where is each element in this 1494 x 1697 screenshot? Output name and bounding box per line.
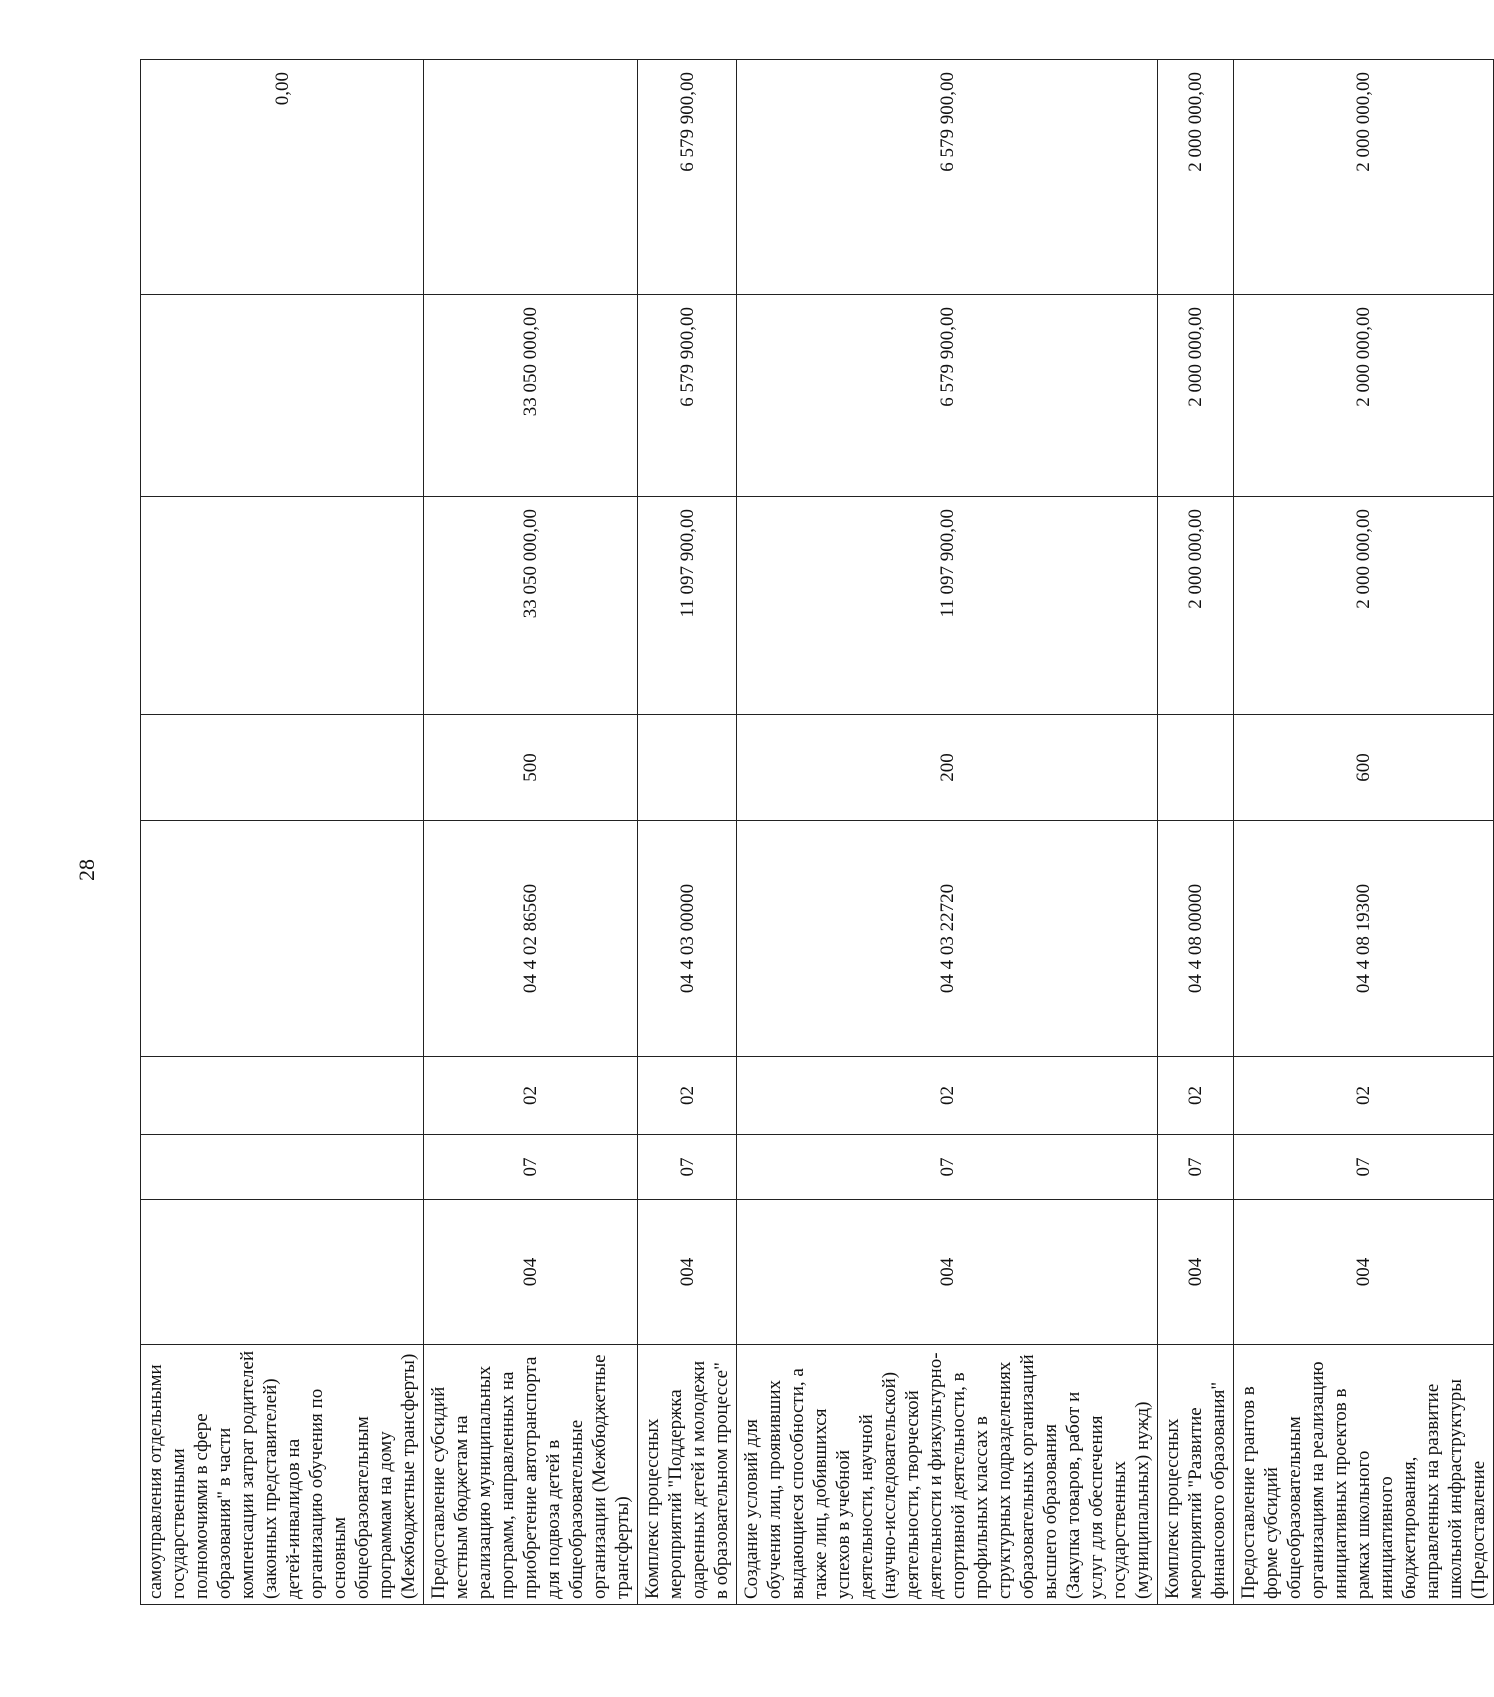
- row-description: Комплекс процессных мероприятий "Поддержка одаренных детей и молодежи в образовательном процессе": [638, 1345, 737, 1605]
- target-article: 04 4 02 86560: [424, 821, 638, 1057]
- target-article: 04 4 03 00000: [638, 821, 737, 1057]
- table-row: [141, 60, 424, 1605]
- amount-3: 0,00: [141, 60, 424, 295]
- amount-2: 33 050 000,00: [424, 295, 638, 497]
- amount-3: 6 579 900,00: [737, 60, 1158, 295]
- amount-1: 11 097 900,00: [737, 497, 1158, 715]
- section-code: 07: [737, 1135, 1158, 1200]
- amount-1: 33 050 000,00: [424, 497, 638, 715]
- amount-2: 2 000 000,00: [1234, 295, 1494, 497]
- amount-3: [424, 60, 638, 295]
- row-description: Комплекс процессных мероприятий "Развитие финансового образования": [1158, 1345, 1234, 1605]
- subsection-code: 02: [424, 1057, 638, 1135]
- target-article: 04 4 03 22720: [737, 821, 1158, 1057]
- ministry-code: 004: [424, 1200, 638, 1345]
- target-article: 04 4 08 00000: [1158, 821, 1234, 1057]
- subsection-code: 02: [737, 1057, 1158, 1135]
- section-code: 07: [1234, 1135, 1494, 1200]
- expense-type: [141, 715, 424, 821]
- expense-type: [1158, 715, 1234, 821]
- section-code: 07: [1158, 1135, 1234, 1200]
- amount-2: 6 579 900,00: [638, 295, 737, 497]
- table-row: [638, 60, 737, 1605]
- table-row: [737, 60, 1158, 1605]
- amount-1: 11 097 900,00: [638, 497, 737, 715]
- amount-3: 2 000 000,00: [1158, 60, 1234, 295]
- row-description: Предоставление субсидий местным бюджетам на реализацию муниципальных программ, направленных на приобретение автотранспорта для подвоза детей в общеобразовательные организации (Межбюджетные трансферты): [424, 1345, 638, 1605]
- row-description: самоуправления отдельными государственными полномочиями в сфере образования" в части компенсации затрат родителей (законных представителей) детей-инвалидов на организацию обучения по основным общеобразовательным программам на дому (Межбюджетные трансферты): [141, 1345, 424, 1605]
- amount-1: 2 000 000,00: [1234, 497, 1494, 715]
- amount-2: 2 000 000,00: [1158, 295, 1234, 497]
- row-description: Предоставление грантов в форме субсидий общеобразовательным организациям на реализацию инициативных проектов в рамках школьного инициативного бюджетирования, направленных на развитие школьной инфраструктуры (Предоставление: [1234, 1345, 1494, 1605]
- ministry-code: 004: [737, 1200, 1158, 1345]
- subsection-code: 02: [1158, 1057, 1234, 1135]
- rotated-page-content: [140, 60, 1489, 1605]
- expense-type: 500: [424, 715, 638, 821]
- amount-3: 2 000 000,00: [1234, 60, 1494, 295]
- ministry-code: [141, 1200, 424, 1345]
- amount-3: 6 579 900,00: [638, 60, 737, 295]
- expense-type: 600: [1234, 715, 1494, 821]
- table-row: [424, 60, 638, 1605]
- subsection-code: 02: [638, 1057, 737, 1135]
- amount-2: 6 579 900,00: [737, 295, 1158, 497]
- budget-table: [140, 59, 1494, 1605]
- row-description: Создание условий для обучения лиц, проявивших выдающиеся способности, а также лиц, добившихся успехов в учебной деятельности, научной (научно-исследовательской) деятельности, творческой деятельности и физкультурно-спортивной деятельности, в профильных классах в структурных подразделениях образовательных организаций высшего образования (Закупка товаров, работ и услуг для обеспечения государственных (муниципальных) нужд): [737, 1345, 1158, 1605]
- ministry-code: 004: [1234, 1200, 1494, 1345]
- subsection-code: 02: [1234, 1057, 1494, 1135]
- target-article: [141, 821, 424, 1057]
- page-number: 28: [74, 859, 99, 881]
- section-code: 07: [638, 1135, 737, 1200]
- expense-type: 200: [737, 715, 1158, 821]
- amount-1: [141, 497, 424, 715]
- target-article: 04 4 08 19300: [1234, 821, 1494, 1057]
- table-row: [1234, 60, 1494, 1605]
- ministry-code: 004: [1158, 1200, 1234, 1345]
- amount-1: 2 000 000,00: [1158, 497, 1234, 715]
- expense-type: [638, 715, 737, 821]
- section-code: [141, 1135, 424, 1200]
- amount-2: [141, 295, 424, 497]
- subsection-code: [141, 1057, 424, 1135]
- section-code: 07: [424, 1135, 638, 1200]
- table-row: [1158, 60, 1234, 1605]
- ministry-code: 004: [638, 1200, 737, 1345]
